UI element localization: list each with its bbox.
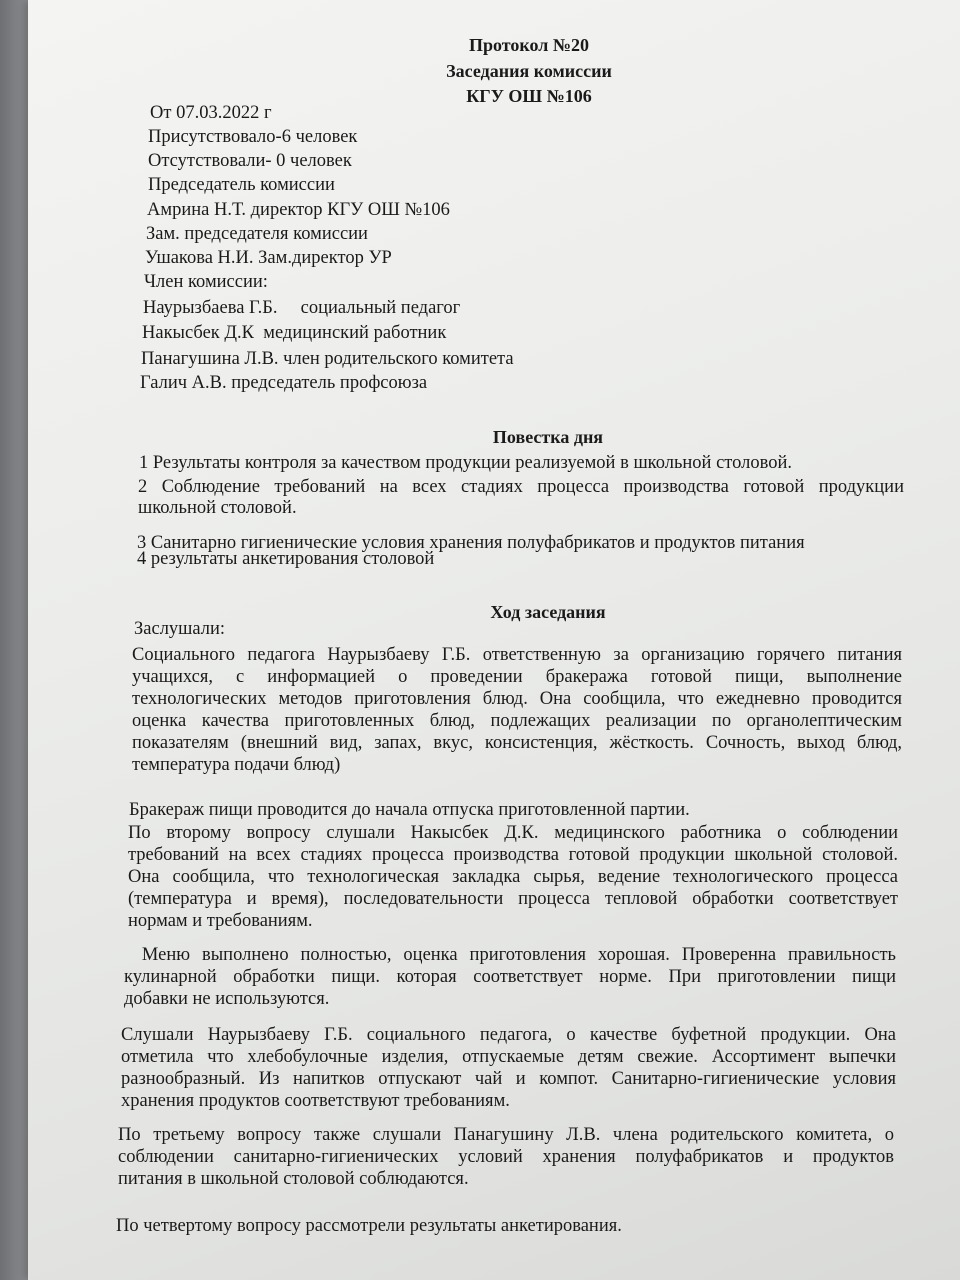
deputy-label: Зам. председателя комиссии [146,224,368,244]
text-line: (температура и время), последовательности процесса тепловой обработки соответствует [128,889,898,909]
protocol-title: Протокол №20 [469,35,589,55]
text-line: добавки не используются. [124,989,330,1009]
deputy-name: Ушакова Н.И. Зам.директор УР [145,248,392,268]
text-line: отметила что хлебобулочные изделия, отпускаемые детям свежие. Ассортимент выпечки [121,1047,896,1067]
heard-label: Заслушали: [134,619,226,639]
text-line: Меню выполнено полностью, оценка приготовления хорошая. Проверенна правильность [124,945,896,965]
member-item: Накысбек Д.К медицинский работник [142,323,447,343]
text-line: кулинарной обработки пищи. которая соответствует норме. При приготовлении пищи [124,967,896,987]
agenda-item-1: 1 Результаты контроля за качеством продукции реализуемой в школьной столовой. [139,453,793,473]
paragraph-brakerazh: Бракераж пищи проводится до начала отпуска приготовленной партии. [129,800,690,820]
absent-count: Отсутствовали- 0 человек [148,151,352,171]
text-line: требований на всех стадиях процесса производства готовой продукции школьной столовой. [128,845,898,865]
text-line: Слушали Наурызбаеву Г.Б. социального педагога, о качестве буфетной продукции. Она [121,1025,896,1045]
agenda-item-2-cont: школьной столовой. [138,498,297,518]
paragraph-hot-meals [132,644,902,776]
text-line: По третьему вопросу также слушали Панагушину Л.В. члена родительского комитета, о [118,1125,894,1145]
proceedings-title: Ход заседания [490,602,606,622]
text-line: температура подачи блюд) [132,755,341,775]
protocol-subtitle: Заседания комиссии [446,61,612,81]
member-item: Галич А.В. председатель профсоюза [140,373,428,393]
meeting-date: От 07.03.2022 г [150,103,272,123]
text-line: оценка качества приготовленных блюд, подлежащих реализации по органолептическим [132,711,902,731]
document-page [28,0,960,1280]
text-line: По второму вопросу слушали Накысбек Д.К. медицинского работника о соблюдении [128,823,898,843]
chair-name: Амрина Н.Т. директор КГУ ОШ №106 [147,200,450,220]
text-line: Она сообщила, что технологическая закладка сырья, ведение технологического процесса [128,867,898,887]
agenda-item-2: 2 Соблюдение требований на всех стадиях процесса производства готовой продукции [138,477,904,497]
text-line: разнообразный. Из напитков отпускают чай и компот. Санитарно-гигиенические условия [121,1069,896,1089]
organization-name: КГУ ОШ №106 [466,86,592,106]
members-label: Член комиссии: [144,272,268,292]
chair-label: Председатель комиссии [148,175,335,195]
paragraph-buffet [121,1024,896,1112]
member-item: Панагушина Л.В. член родительского комитета [141,349,514,369]
text-line: учащихся, с информацией о проведении бракеража готовой пищи, выполнение [132,667,902,687]
agenda-title: Повестка дня [492,427,604,447]
paragraph-third-question [118,1124,894,1190]
agenda-item-3: 3 Санитарно гигиенические условия хранения полуфабрикатов и продуктов питания [137,533,805,553]
text-line: технологических методов приготовления блюд. Она сообщила, что ежедневно проводится [132,689,902,709]
present-count: Присутствовало-6 человек [148,127,358,147]
text-line: Социального педагога Наурызбаеву Г.Б. ответственную за организацию горячего питания [132,645,902,665]
paragraph-second-question [128,822,898,932]
text-line: нормам и требованиям. [128,911,313,931]
text-line: показателям (внешний вид, запах, вкус, консистенция, жёсткость. Сочность, выход блюд, [132,733,902,753]
agenda-item-4: 4 результаты анкетирования столовой [137,549,435,569]
paragraph-fourth-question: По четвертому вопросу рассмотрели результаты анкетирования. [116,1216,622,1236]
text-line: хранения продуктов соответствуют требованиям. [121,1091,510,1111]
text-line: соблюдении санитарно-гигиенических условий хранения полуфабрикатов и продуктов [118,1147,894,1167]
text-line: питания в школьной столовой соблюдаются. [118,1169,469,1189]
member-item: Наурызбаева Г.Б. социальный педагог [143,298,461,318]
paragraph-menu [124,944,896,1010]
